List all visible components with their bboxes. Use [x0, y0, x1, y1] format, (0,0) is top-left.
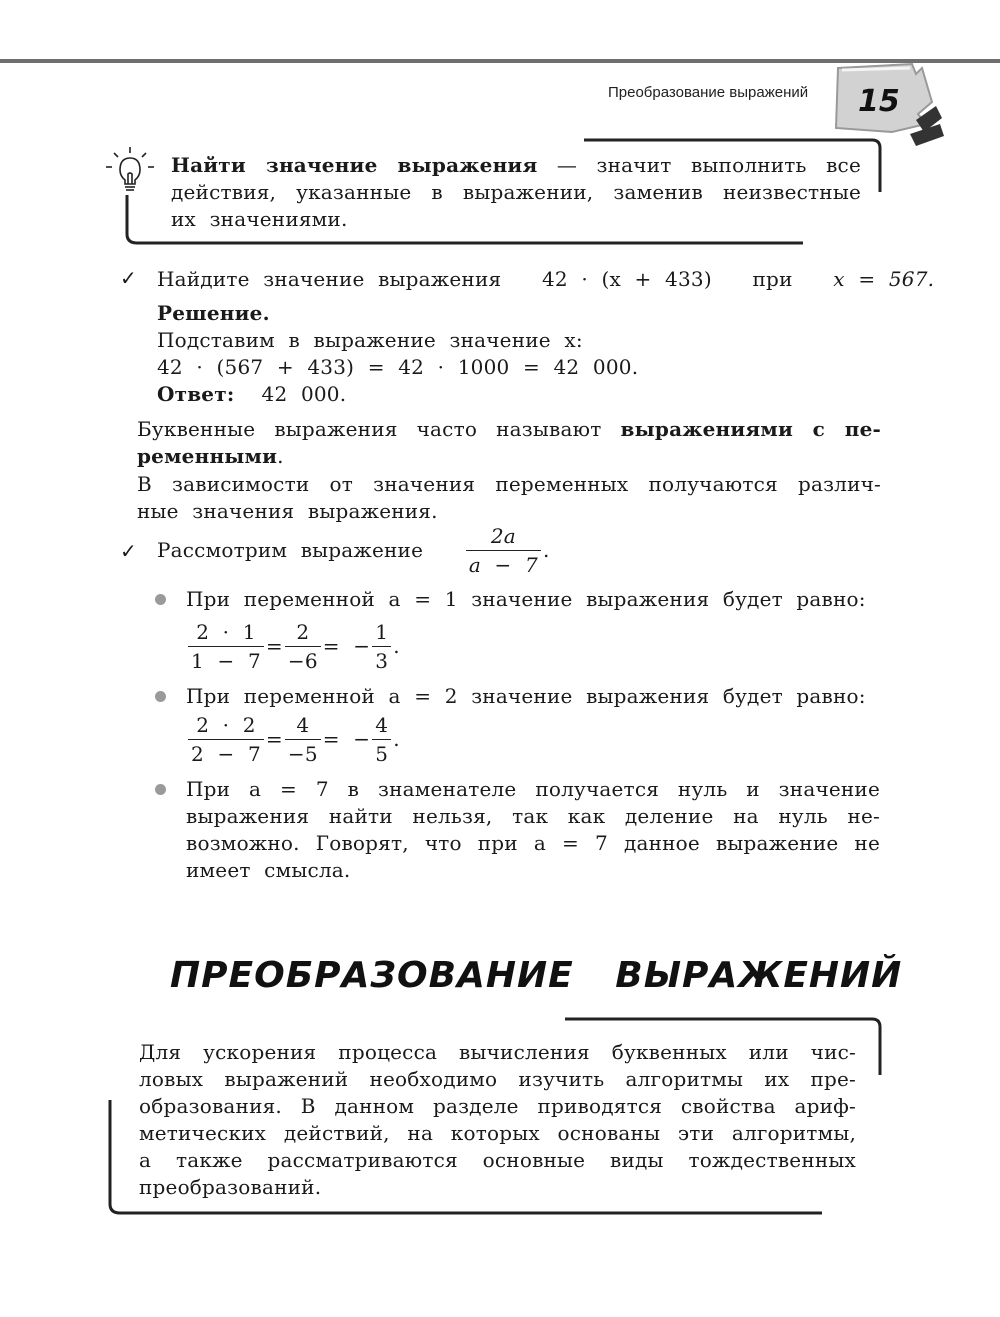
page-number-tab — [832, 62, 952, 158]
fraction-numerator: 2 — [285, 618, 321, 647]
example1-condition: x = 567. — [833, 267, 935, 291]
case3-text: При a = 7 в знаменателе получается нуль и значение выражения найти нельзя, так как деление на нуль не-возможно. Говорят, что при a = 7 данное выражение не имеет смысла. — [186, 777, 880, 882]
answer-line — [157, 381, 346, 408]
fraction-denominator: −6 — [287, 649, 318, 673]
paragraph1-text: Буквенные выражения часто называют — [137, 417, 621, 441]
fraction-denominator: 5 — [375, 742, 389, 766]
checkmark-icon: ✓ — [120, 539, 137, 563]
page-number: 15 — [858, 84, 900, 119]
fraction-numerator: 2 · 1 — [188, 618, 264, 647]
fraction-denominator: 3 — [375, 649, 389, 673]
definition-text — [171, 152, 861, 233]
fraction-numerator: 4 — [372, 711, 391, 740]
case1-fraction-2 — [285, 618, 321, 675]
fraction-numerator: 2a — [466, 522, 541, 551]
example2-intro: Рассмотрим выражение — [157, 538, 424, 562]
case2-fraction-3 — [372, 711, 391, 768]
fraction-denominator: 2 − 7 — [191, 742, 261, 766]
fraction-denominator: a − 7 — [468, 553, 538, 577]
paragraph-values: В зависимости от значения переменных получаются различ-ные значения выражения. — [137, 472, 881, 523]
case1-fraction-1 — [188, 618, 264, 675]
example1-condition-word: при — [752, 267, 793, 291]
fraction-numerator: 4 — [285, 711, 321, 740]
paragraph1-bold: выражениями с пе-ременными — [137, 417, 881, 468]
case2-fraction-1 — [188, 711, 264, 768]
solution-text: Подставим в выражение значение x: — [157, 328, 583, 352]
case2-text: При переменной a = 2 значение выражения будет равно: — [186, 684, 866, 708]
definition-rest: — значит выполнить все действия, указанные в выражении, заменив неизвестные их значениями. — [171, 153, 861, 231]
answer-label: Ответ: — [157, 382, 235, 406]
section-heading: ПРЕОБРАЗОВАНИЕ ВЫРАЖЕНИЙ — [170, 955, 903, 996]
bullet — [155, 594, 166, 605]
paragraph-variables — [137, 416, 881, 470]
case2-fraction-2 — [285, 711, 321, 768]
example1-task-prefix: Найдите значение выражения — [157, 267, 502, 291]
case1-fraction-3 — [372, 618, 391, 675]
bullet — [155, 691, 166, 702]
bullet — [155, 784, 166, 795]
section-intro: Для ускорения процесса вычисления буквенных или чис-ловых выражений необходимо изучить алгоритмы их пре-образования. В данном разделе приводятся свойства ариф-метических действий, на которых основаны эти алгоритмы, а также рассматриваются основные виды тождественных преобразований. — [139, 1040, 856, 1199]
case1-calculation: $\frac{2 \cdot 1}{1 - 7}$ = $\frac{2}{-6}$ = − $\frac{1}{3}$ . — [186, 618, 400, 675]
fraction-numerator: 2 · 2 — [188, 711, 264, 740]
solution-calculation: 42 · (567 + 433) = 42 · 1000 = 42 000. — [157, 355, 639, 379]
checkmark-icon: ✓ — [120, 266, 137, 290]
fraction-denominator: −5 — [287, 742, 318, 766]
example2-intro-line: Рассмотрим выражение $\frac{2a}{a - 7}$ . — [157, 524, 550, 577]
case2-calculation: $\frac{2 \cdot 2}{2 - 7}$ = $\frac{4}{-5}$ = − $\frac{4}{5}$ . — [186, 711, 400, 768]
running-title: Преобразование выражений — [608, 84, 809, 101]
fraction-denominator: 1 − 7 — [191, 649, 261, 673]
solution-label: Решение. — [157, 301, 270, 325]
definition-term: Найти значение выражения — [171, 153, 538, 177]
lightbulb-icon — [104, 146, 156, 196]
fraction-numerator: 1 — [372, 618, 391, 647]
example2-fraction — [466, 522, 541, 579]
example1-expression: 42 · (x + 433) — [541, 267, 712, 291]
answer-value: 42 000. — [261, 382, 347, 406]
case1-text: При переменной a = 1 значение выражения будет равно: — [186, 587, 866, 611]
paragraph1-end: . — [277, 444, 284, 468]
example1-task — [157, 266, 934, 293]
